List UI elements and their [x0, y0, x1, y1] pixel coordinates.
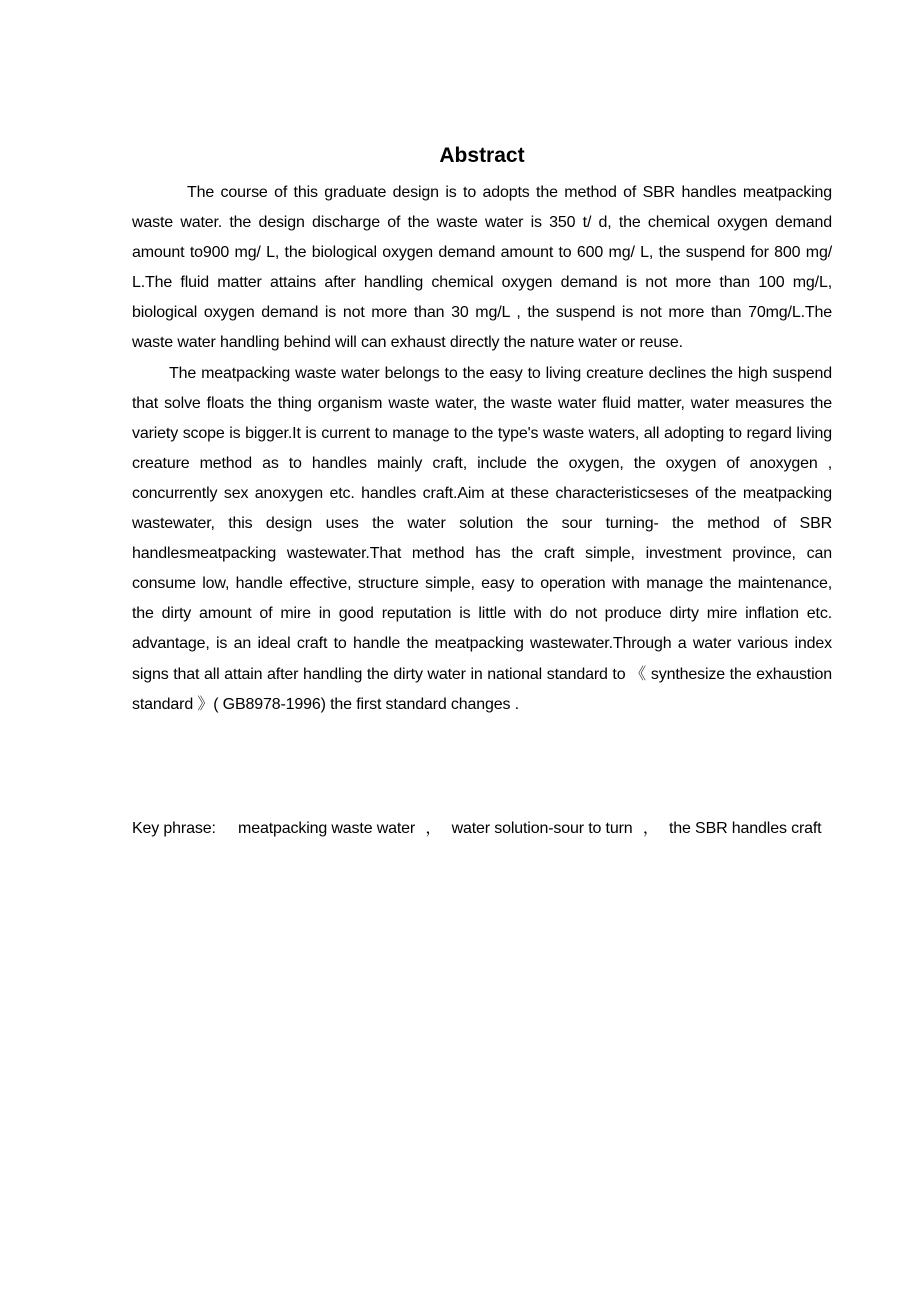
key-phrases — [132, 814, 892, 844]
abstract-paragraph-2: The meatpacking waste water belongs to the easy to living creature declines the high suspend that solve floats the thing organism waste water, the waste water fluid matter, water measures the variety scope is bigger.It is current to manage to the type's waste waters, all adopting to regard living creature method as to handles mainly craft, include the oxygen, the oxygen of anoxygen , concurrently sex anoxygen etc. handles craft.Aim at these characteristicseses of the meatpacking wastewater, this design uses the water solution the sour turning- the method of SBR handlesmeatpacking wastewater.That method has the craft simple, investment province, can consume low, handle effective, structure simple, easy to operation with manage the maintenance, the dirty amount of mire in good reputation is little with do not produce dirty mire inflation etc. advantage, is an ideal craft to handle the meatpacking wastewater.Through a water various index signs that all attain after handling the dirty water in national standard to 《 synthesize the exhaustion standard 》( GB8978-1996) the first standard changes . — [132, 364, 832, 713]
abstract-paragraph-1: The course of this graduate design is to adopts the method of SBR handles meatpacking waste water. the design discharge of the waste water is 350 t/ d, the chemical oxygen demand amount to900 mg/ L, the biological oxygen demand amount to 600 mg/ L, the suspend for 800 mg/ L.The fluid matter attains after handling chemical oxygen demand is not more than 100 mg/L, biological oxygen demand is not more than 30 mg/L , the suspend is not more than 70mg/L.The waste water handling behind will can exhaust directly the nature water or reuse. — [132, 184, 832, 352]
abstract-section — [132, 140, 832, 720]
key-phrase-separator: ， — [425, 820, 442, 837]
key-phrase-item: water solution-sour to turn — [451, 820, 633, 837]
key-phrase-separator: ， — [642, 820, 659, 837]
key-phrase-label: Key phrase: — [132, 820, 216, 837]
key-phrase-item: meatpacking waste water — [238, 820, 416, 837]
key-phrase-item: the SBR handles craft — [668, 820, 822, 837]
page-title: Abstract — [439, 144, 525, 167]
